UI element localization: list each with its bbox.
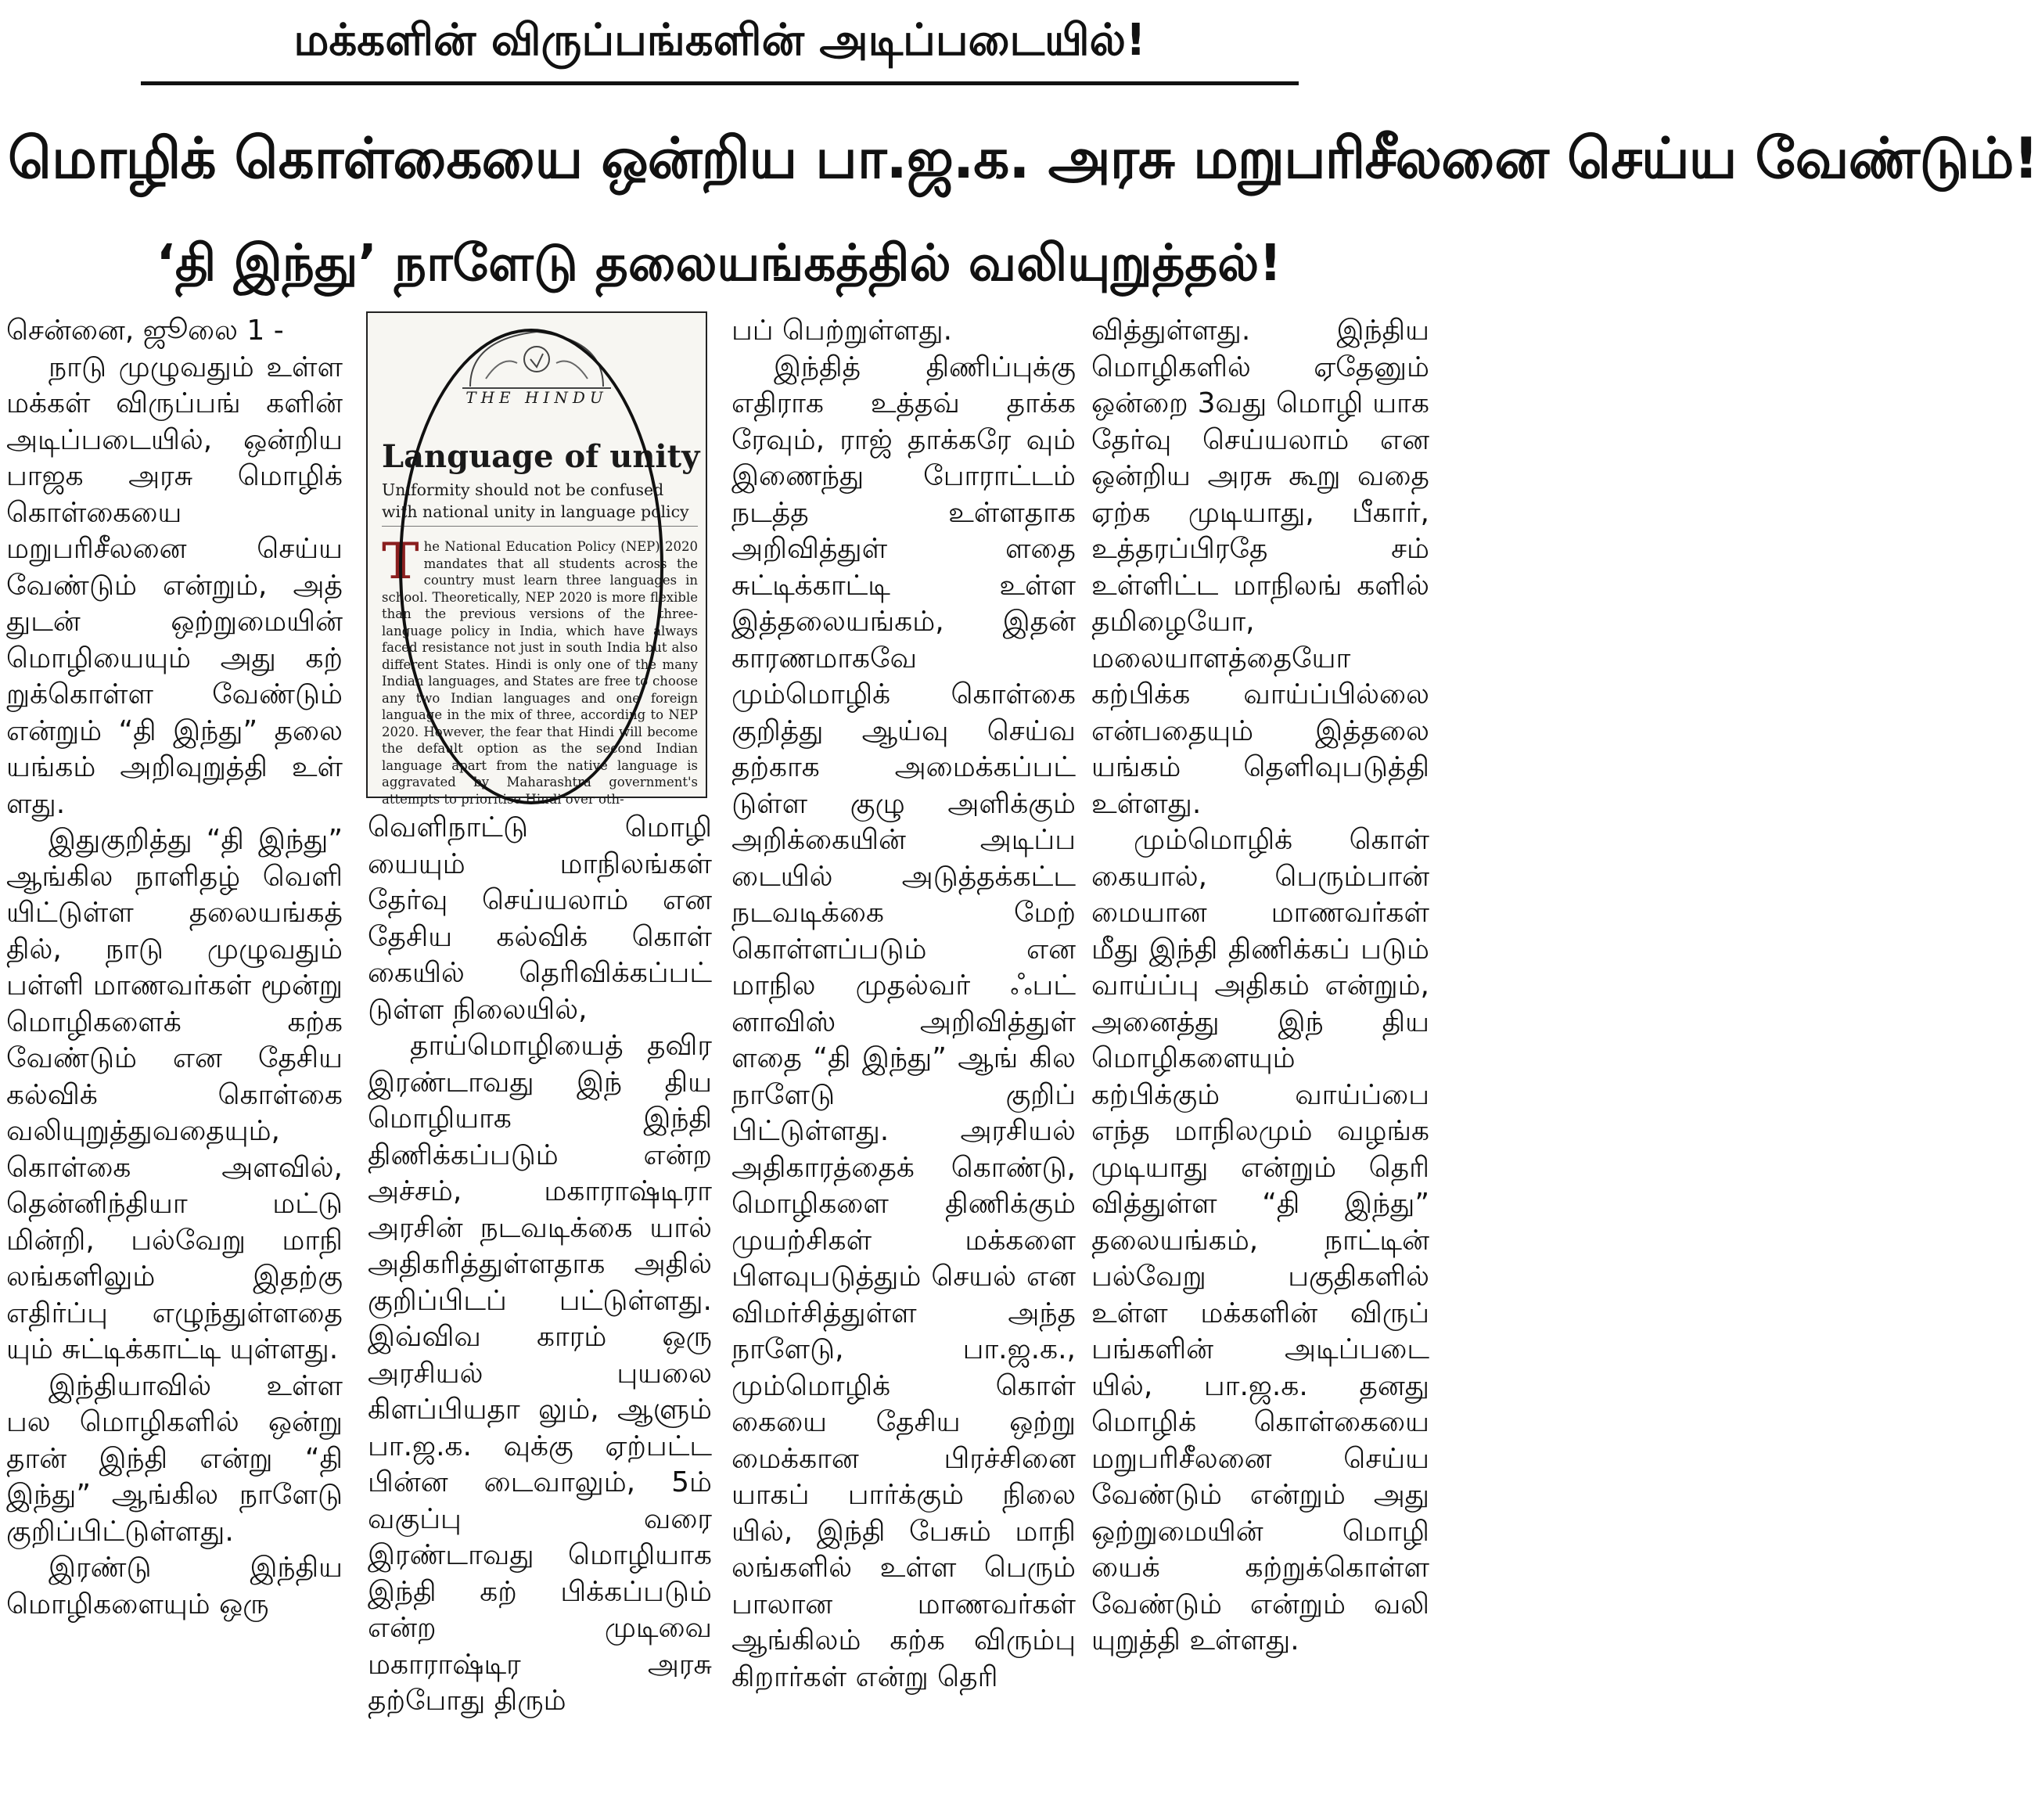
paragraph: இந்தியாவில் உள்ள பல மொழிகளில் ஒன்று தான் இந்தி என்று “தி இந்து” ஆங்கில நாளேடு குறிப்பிட்டுள்ளது. [6, 1369, 343, 1548]
paragraph: நாடு முழுவதும் உள்ள மக்கள் விருப்பங் களின் அடிப்படையில், ஒன்றிய பாஜக அரசு மொழிக் கொள்கையை மறுபரிசீலனை செய்ய வேண்டும் என்றும், அத் துடன் ஒற்றுமையின் மொழியையும் அது கற் றுக்கொள்ள வேண்டும் என்றும் “தி இந்து” தலை யங்கம் அறிவுறுத்தி உள் ளது. [6, 351, 343, 820]
paragraph: இதுகுறித்து “தி இந்து” ஆங்கில நாளிதழ் வெளி யிட்டுள்ள தலையங்கத் தில், நாடு முழுவதும் பள்ளி மாணவர்கள் மூன்று மொழிகளைக் கற்க வேண்டும் என தேசிய கல்விக் கொள்கை வலியுறுத்துவதையும், கொள்கை அளவில், தென்னிந்தியா மட்டு மின்றி, பல்வேறு மாநி லங்களிலும் இதற்கு எதிர்ப்பு எழுந்துள்ளதை யும் சுட்டிக்காட்டி யுள்ளது. [6, 824, 343, 1365]
paragraph: வித்துள்ளது. இந்திய மொழிகளில் ஏதேனும் ஒன்றை 3வது மொழி யாக தேர்வு செய்யலாம் என ஒன்றிய அரசு கூறு வதை ஏற்க முடியாது, பீகார், உத்தரப்பிரதே சம் உள்ளிட்ட மாநிலங் களில் தமிழையோ, மலையாளத்தையோ கற்பிக்க வாய்ப்பில்லை என்பதையும் இத்தலை யங்கம் தெளிவுபடுத்தி உள்ளது. [1091, 315, 1429, 820]
emblem-icon [455, 324, 619, 394]
article-column-2 [368, 810, 712, 1811]
paragraph: இந்தித் திணிப்புக்கு எதிராக உத்தவ் தாக்க ரேவும், ராஜ் தாக்கரே வும் இணைந்து போராட்டம் நடத்த உள்ளதாக அறிவித்துள் ளதை சுட்டிக்காட்டி உள்ள இத்தலையங்கம், இதன் காரணமாகவே மும்மொழிக் கொள்கை குறித்து ஆய்வு செய்வ தற்காக அமைக்கப்பட் டுள்ள குழு அளிக்கும் அறிக்கையின் அடிப்ப டையில் அடுத்தக்கட்ட நடவடிக்கை மேற் கொள்ளப்படும் என மாநில முதல்வர் ஃபட் னாவிஸ் அறிவித்துள் ளதை “தி இந்து” ஆங் கில நாளேடு குறிப் பிட்டுள்ளது. அரசியல் அதிகாரத்தைக் கொண்டு, மொழிகளை திணிக்கும் முயற்சிகள் மக்களை பிளவுபடுத்தும் செயல் என விமர்சித்துள்ள அந்த நாளேடு, பா.ஜ.க., மும்மொழிக் கொள் கையை தேசிய ஒற்று மைக்கான பிரச்சினை யாகப் பார்க்கும் நிலை யில், இந்தி பேசும் மாநி லங்களில் உள்ள பெரும் பாலான மாணவர்கள் ஆங்கிலம் கற்க விரும்பு கிறார்கள் என்று தெரி [731, 351, 1076, 1693]
clipping-title: Language of unity [382, 438, 700, 475]
paragraph: மும்மொழிக் கொள் கையால், பெரும்பான் மையான மாணவர்கள் மீது இந்தி திணிக்கப் படும் வாய்ப்பு அதிகம் என்றும், அனைத்து இந் திய மொழிகளையும் கற்பிக்கும் வாய்ப்பை எந்த மாநிலமும் வழங்க முடியாது என்றும் தெரி வித்துள்ள “தி இந்து” தலையங்கம், நாட்டின் பல்வேறு பகுதிகளில் உள்ள மக்களின் விருப் பங்களின் அடிப்படை யில், பா.ஜ.க. தனது மொழிக் கொள்கையை மறுபரிசீலனை செய்ய வேண்டும் என்றும் அது ஒற்றுமையின் மொழி யைக் கற்றுக்கொள்ள வேண்டும் என்றும் வலி யுறுத்தி உள்ளது. [1091, 824, 1429, 1656]
drop-cap: T [382, 532, 419, 591]
clipping-body-text: he National Education Policy (NEP) 2020 mandates that all students across the country must learn three languages in school. Theoretically, NEP 2020 is more flexible than the previous versions of the three-language policy in India, which have always faced resistance not just in south India but also different States. Hindi is only one of the many Indian languages, and States are free to choose any two Indian languages and one foreign language in the mix of three, according to NEP 2020. However, the fear that Hindi will become the default option as the second Indian language apart from the native language is aggravated by Maharashtra government's attempts to prioritise Hindi over oth- [382, 539, 698, 807]
paragraph: இரண்டு இந்திய மொழிகளையும் ஒரு [6, 1552, 343, 1620]
editorial-clipping [366, 311, 707, 807]
sub-headline: ‘தி இந்து’ நாளேடு தலையங்கத்தில் வலியுறுத்தல்! [156, 235, 1282, 293]
paragraph: வெளிநாட்டு மொழி யையும் மாநிலங்கள் தேர்வு செய்யலாம் என தேசிய கல்விக் கொள் கையில் தெரிவிக்கப்பட் டுள்ள நிலையில், [368, 811, 712, 1026]
kicker-headline: மக்களின் விருப்பங்களின் அடிப்படையில்! [141, 6, 1299, 85]
article-column-3 [731, 313, 1076, 1811]
paragraph: பப் பெற்றுள்ளது. [731, 315, 953, 347]
dateline: சென்னை, ஜூலை 1 - [6, 315, 284, 347]
masthead: THE HINDU [465, 388, 608, 407]
clipping-deck: Uniformity should not be confused with national unity in language policy [382, 479, 698, 527]
article-column-1 [6, 313, 343, 1811]
article-column-4 [1091, 313, 1429, 1811]
clipping-body [382, 532, 698, 807]
main-headline: மொழிக் கொள்கையை ஒன்றிய பா.ஜ.க. அரசு மறுபரிசீலனை செய்ய வேண்டும்! [8, 125, 2038, 191]
paragraph: தாய்மொழியைத் தவிர இரண்டாவது இந் திய மொழியாக இந்தி திணிக்கப்படும் என்ற அச்சம், மகாராஷ்டிரா அரசின் நடவடிக்கை யால் அதிகரித்துள்ளதாக அதில் குறிப்பிடப் பட்டுள்ளது. இவ்விவ காரம் ஒரு அரசியல் புயலை கிளப்பியதா லும், ஆளும் பா.ஜ.க. வுக்கு ஏற்பட்ட பின்ன டைவாலும், 5ம் வகுப்பு வரை இரண்டாவது மொழியாக இந்தி கற் பிக்கப்படும் என்ற முடிவை மகாராஷ்டிர அரசு தற்போது திரும் [368, 1030, 712, 1717]
